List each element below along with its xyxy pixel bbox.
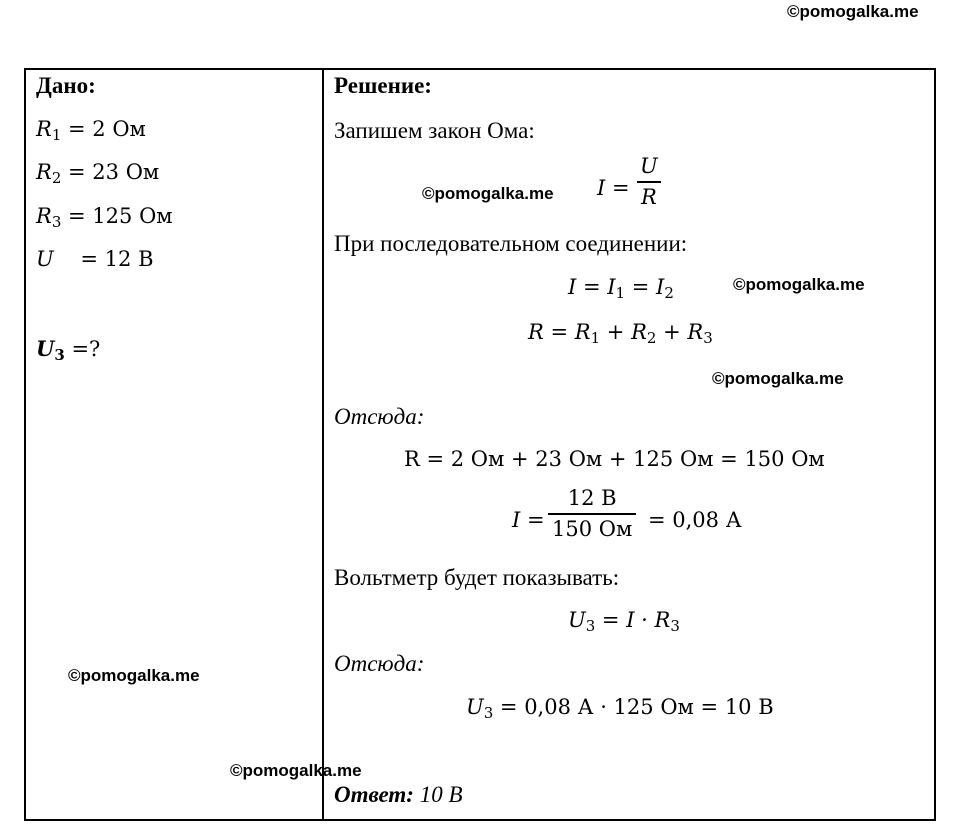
eq-resistance: $R = R_1 + R_2 + R_3$ — [528, 320, 713, 347]
solution-heading: Решение: — [334, 73, 432, 98]
watermark: ©pomogalka.me — [733, 275, 865, 294]
answer-value: 10 В — [413, 782, 463, 807]
hence-1: Отсюда: — [334, 404, 425, 429]
calc-i-lhs: I = — [512, 508, 545, 532]
hence-2: Отсюда: — [334, 651, 425, 676]
eq-current: $I = I_1 = I_2$ — [568, 275, 674, 302]
watermark: ©pomogalka.me — [68, 666, 200, 685]
ohm-numerator: U — [640, 154, 658, 178]
calc-i-fraction — [548, 488, 636, 540]
unknown-u3: $U_3$ =? — [36, 336, 101, 364]
watermark: ©pomogalka.me — [712, 369, 844, 388]
given-heading: Дано: — [36, 73, 96, 98]
eq-u3: $U_3 = I \cdot R_3$ — [568, 608, 680, 635]
answer — [334, 783, 463, 806]
calc-r: R = 2 Ом + 23 Ом + 125 Ом = 150 Ом — [404, 447, 825, 471]
answer-label: Ответ: — [334, 782, 414, 807]
calc-u3: $U_3 = 0,08$ А · 125 Ом = 10 В — [466, 695, 774, 722]
ohm-intro: Запишем закон Ома: — [334, 118, 535, 143]
given-r2: $R_2 = 23$ Ом — [36, 160, 160, 187]
given-u: U = 12 В — [36, 247, 154, 271]
voltmeter-intro: Вольтметр будет показывать: — [334, 565, 620, 590]
calc-i-numerator: 12 В — [567, 486, 617, 510]
watermark: ©pomogalka.me — [230, 761, 362, 780]
ohm-lhs: I = — [597, 176, 630, 200]
given-r3: $R_3 = 125$ Ом — [36, 204, 173, 231]
watermark: ©pomogalka.me — [422, 184, 554, 203]
calc-i-denominator: 150 Ом — [548, 513, 636, 540]
column-divider — [322, 68, 324, 821]
given-r1: $R_1 = 2$ Ом — [36, 117, 146, 144]
watermark: ©pomogalka.me — [787, 2, 919, 21]
ohm-fraction — [636, 156, 662, 208]
ohm-denominator: R — [637, 181, 661, 208]
calc-i-rhs: = 0,08 А — [648, 508, 742, 532]
series-intro: При последовательном соединении: — [334, 231, 688, 256]
